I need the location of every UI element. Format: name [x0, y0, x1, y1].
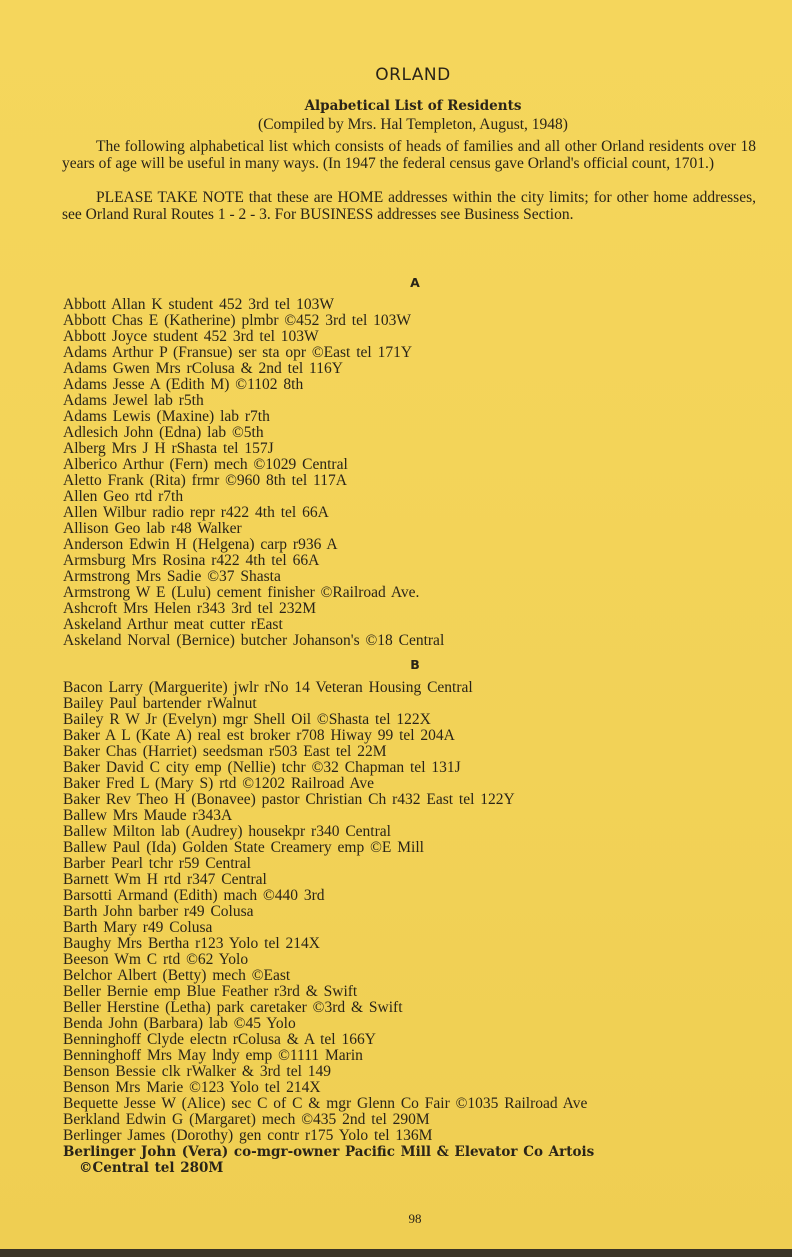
section-a-entries: [63, 297, 763, 649]
list-title: Alpabetical List of Residents: [304, 98, 522, 114]
bold-entry-continuation: ©Central tel 280M: [79, 1160, 224, 1176]
list-item: Bacon Larry (Marguerite) jwlr rNo 14 Veteran Housing Central: [63, 679, 473, 696]
section-letter-a: A: [410, 275, 420, 290]
intro-paragraph-2: PLEASE TAKE NOTE that these are HOME addresses within the city limits; for other home addresses, see Orland Rural Routes 1 - 2 - 3. For BUSINESS addresses see Business Section.: [62, 189, 756, 223]
list-item: Armstrong W E (Lulu) cement finisher ©Railroad Ave.: [63, 584, 420, 601]
list-item: Barth John barber r49 Colusa: [63, 903, 254, 920]
list-item: Askeland Norval (Bernice) butcher Johanson's ©18 Central: [63, 632, 445, 649]
page-title: ORLAND: [375, 65, 451, 85]
list-item: Armsburg Mrs Rosina r422 4th tel 66A: [63, 552, 320, 569]
list-item: Benninghoff Mrs May lndy emp ©1111 Marin: [63, 1047, 363, 1064]
list-item: Benninghoff Clyde electn rColusa & A tel 166Y: [63, 1031, 376, 1048]
list-item: Adams Jesse A (Edith M) ©1102 8th: [63, 376, 304, 393]
list-item: Barnett Wm H rtd r347 Central: [63, 871, 267, 888]
list-item: Ballew Milton lab (Audrey) housekpr r340 Central: [63, 823, 391, 840]
list-item: Abbott Joyce student 452 3rd tel 103W: [63, 328, 319, 345]
list-item: Ballew Mrs Maude r343A: [63, 807, 233, 824]
list-item: Benda John (Barbara) lab ©45 Yolo: [63, 1015, 296, 1032]
list-item: Alberg Mrs J H rShasta tel 157J: [63, 440, 274, 457]
list-item: Belchor Albert (Betty) mech ©East: [63, 967, 291, 984]
intro-paragraph-1: The following alphabetical list which consists of heads of families and all other Orland residents over 18 years of age will be useful in many ways. (In 1947 the federal census gave Orland's official count, 1701.): [62, 138, 756, 172]
page-number: 98: [408, 1211, 422, 1226]
list-item: Bailey R W Jr (Evelyn) mgr Shell Oil ©Shasta tel 122X: [63, 711, 431, 728]
list-item: Baker A L (Kate A) real est broker r708 Hiway 99 tel 204A: [63, 727, 455, 744]
list-item: Adams Gwen Mrs rColusa & 2nd tel 116Y: [63, 360, 343, 377]
bold-entry-line: Berlinger John (Vera) co-mgr-owner Pacific Mill & Elevator Co Artois: [63, 1144, 595, 1160]
list-item: Allen Wilbur radio repr r422 4th tel 66A: [63, 504, 329, 521]
list-item: Baker Chas (Harriet) seedsman r503 East tel 22M: [63, 743, 387, 760]
list-item: Aletto Frank (Rita) frmr ©960 8th tel 117A: [63, 472, 347, 489]
list-item: Barsotti Armand (Edith) mach ©440 3rd: [63, 887, 325, 904]
list-item: Beller Herstine (Letha) park caretaker ©3rd & Swift: [63, 999, 403, 1016]
list-item: Adams Lewis (Maxine) lab r7th: [63, 408, 270, 425]
list-item: Askeland Arthur meat cutter rEast: [63, 616, 283, 633]
list-item: Adlesich John (Edna) lab ©5th: [63, 424, 264, 441]
list-item: Abbott Chas E (Katherine) plmbr ©452 3rd tel 103W: [63, 312, 412, 329]
section-b-entries: [63, 680, 763, 1176]
list-item: Baughy Mrs Bertha r123 Yolo tel 214X: [63, 935, 320, 952]
list-item: Anderson Edwin H (Helgena) carp r936 A: [63, 536, 338, 553]
list-item: Baker Rev Theo H (Bonavee) pastor Christian Ch r432 East tel 122Y: [63, 791, 515, 808]
list-item: Adams Jewel lab r5th: [63, 392, 204, 409]
list-item: Bailey Paul bartender rWalnut: [63, 695, 257, 712]
list-item: Barber Pearl tchr r59 Central: [63, 855, 251, 872]
list-item: Beller Bernie emp Blue Feather r3rd & Swift: [63, 983, 358, 1000]
list-item: Allen Geo rtd r7th: [63, 488, 184, 505]
list-item: Allison Geo lab r48 Walker: [63, 520, 242, 537]
section-letter-b: B: [410, 657, 420, 672]
list-item: Ballew Paul (Ida) Golden State Creamery emp ©E Mill: [63, 839, 424, 856]
list-item: Abbott Allan K student 452 3rd tel 103W: [63, 296, 335, 313]
list-item: Bequette Jesse W (Alice) sec C of C & mgr Glenn Co Fair ©1035 Railroad Ave: [63, 1095, 588, 1112]
list-item: Baker David C city emp (Nellie) tchr ©32 Chapman tel 131J: [63, 759, 461, 776]
list-item: Adams Arthur P (Fransue) ser sta opr ©East tel 171Y: [63, 344, 413, 361]
list-item: Berkland Edwin G (Margaret) mech ©435 2nd tel 290M: [63, 1111, 430, 1128]
list-item: Barth Mary r49 Colusa: [63, 919, 213, 936]
list-item: Alberico Arthur (Fern) mech ©1029 Central: [63, 456, 348, 473]
list-item: Baker Fred L (Mary S) rtd ©1202 Railroad Ave: [63, 775, 375, 792]
list-item: Beeson Wm C rtd ©62 Yolo: [63, 951, 249, 968]
list-item: Benson Bessie clk rWalker & 3rd tel 149: [63, 1063, 332, 1080]
compiled-by-line: (Compiled by Mrs. Hal Templeton, August, 1948): [258, 116, 568, 133]
list-item: Armstrong Mrs Sadie ©37 Shasta: [63, 568, 281, 585]
list-item: Benson Mrs Marie ©123 Yolo tel 214X: [63, 1079, 321, 1096]
list-item: Berlinger James (Dorothy) gen contr r175 Yolo tel 136M: [63, 1127, 433, 1144]
list-item: Ashcroft Mrs Helen r343 3rd tel 232M: [63, 600, 317, 617]
scan-bottom-edge: [0, 1249, 792, 1257]
